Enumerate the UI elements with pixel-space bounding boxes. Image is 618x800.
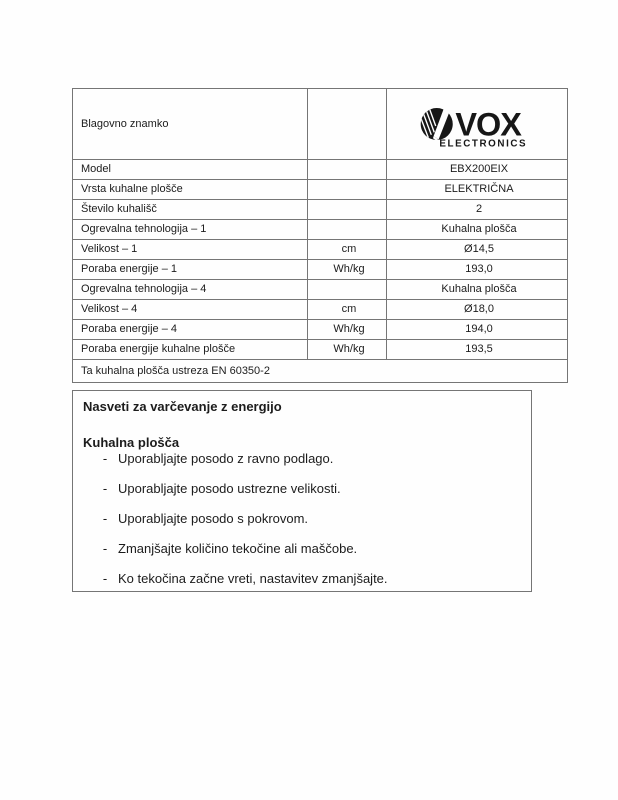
tip-item [83, 541, 521, 557]
row-label: Poraba energije – 1 [73, 260, 308, 280]
tip-item [83, 511, 521, 527]
row-value: 193,5 [387, 340, 568, 360]
tips-subtitle: Kuhalna plošča [83, 435, 180, 450]
tip-item [83, 571, 521, 587]
row-label: Velikost – 4 [73, 300, 308, 320]
vox-electronics-text: ELECTRONICS [439, 138, 528, 150]
standard-note: Ta kuhalna plošča ustreza EN 60350-2 [73, 360, 568, 383]
row-value: ELEKTRIČNA [387, 180, 568, 200]
table-row-heating-tech-4 [73, 280, 568, 300]
tip-item [83, 451, 521, 467]
brand-logo-cell [387, 89, 568, 160]
tip-text: Uporabljajte posodo s pokrovom. [118, 511, 309, 526]
tips-title: Nasveti za varčevanje z energijo [83, 399, 282, 414]
row-unit: Wh/kg [308, 320, 387, 340]
tips-list [83, 451, 521, 587]
row-label: Poraba energije – 4 [73, 320, 308, 340]
table-row-model [73, 160, 568, 180]
vox-logo-icon [420, 98, 538, 150]
row-unit [308, 160, 387, 180]
table-row-energy-total [73, 340, 568, 360]
table-row-standard-note [73, 360, 568, 383]
row-value: 194,0 [387, 320, 568, 340]
tip-item [83, 481, 521, 497]
row-label: Poraba energije kuhalne plošče [73, 340, 308, 360]
row-label: Vrsta kuhalne plošče [73, 180, 308, 200]
table-row-energy-4 [73, 320, 568, 340]
brand-unit-cell [308, 89, 387, 160]
table-row-size-4 [73, 300, 568, 320]
dash-bullet: - [102, 541, 108, 556]
tip-text: Uporabljajte posodo ustrezne velikosti. [118, 481, 341, 496]
table-row-energy-1 [73, 260, 568, 280]
row-value: Ø14,5 [387, 240, 568, 260]
vox-emblem-icon [420, 104, 453, 140]
row-unit: Wh/kg [308, 260, 387, 280]
row-unit [308, 220, 387, 240]
energy-tips-box [72, 390, 532, 592]
table-row-size-1 [73, 240, 568, 260]
row-unit [308, 200, 387, 220]
row-label: Ogrevalna tehnologija – 4 [73, 280, 308, 300]
row-value: Kuhalna plošča [387, 220, 568, 240]
tip-text: Zmanjšajte količino tekočine ali maščobe. [118, 541, 358, 556]
brand-label: Blagovno znamko [73, 89, 308, 160]
dash-bullet: - [102, 511, 108, 526]
table-row-hob-type [73, 180, 568, 200]
spec-table [72, 88, 532, 383]
tip-text: Uporabljajte posodo z ravno podlago. [118, 451, 334, 466]
vox-wordmark: VOX [455, 106, 521, 143]
dash-bullet: - [102, 451, 108, 466]
row-label: Ogrevalna tehnologija – 1 [73, 220, 308, 240]
row-label: Število kuhališč [73, 200, 308, 220]
row-value: Ø18,0 [387, 300, 568, 320]
row-unit: Wh/kg [308, 340, 387, 360]
row-unit: cm [308, 300, 387, 320]
tip-text: Ko tekočina začne vreti, nastavitev zmanjšajte. [118, 571, 388, 586]
row-value: Kuhalna plošča [387, 280, 568, 300]
dash-bullet: - [102, 571, 108, 586]
row-value: EBX200EIX [387, 160, 568, 180]
row-unit: cm [308, 240, 387, 260]
row-unit [308, 280, 387, 300]
row-unit [308, 180, 387, 200]
row-label: Velikost – 1 [73, 240, 308, 260]
table-row-zone-count [73, 200, 568, 220]
row-value: 193,0 [387, 260, 568, 280]
table-row-brand [73, 89, 568, 160]
table-row-heating-tech-1 [73, 220, 568, 240]
row-value: 2 [387, 200, 568, 220]
row-label: Model [73, 160, 308, 180]
dash-bullet: - [102, 481, 108, 496]
